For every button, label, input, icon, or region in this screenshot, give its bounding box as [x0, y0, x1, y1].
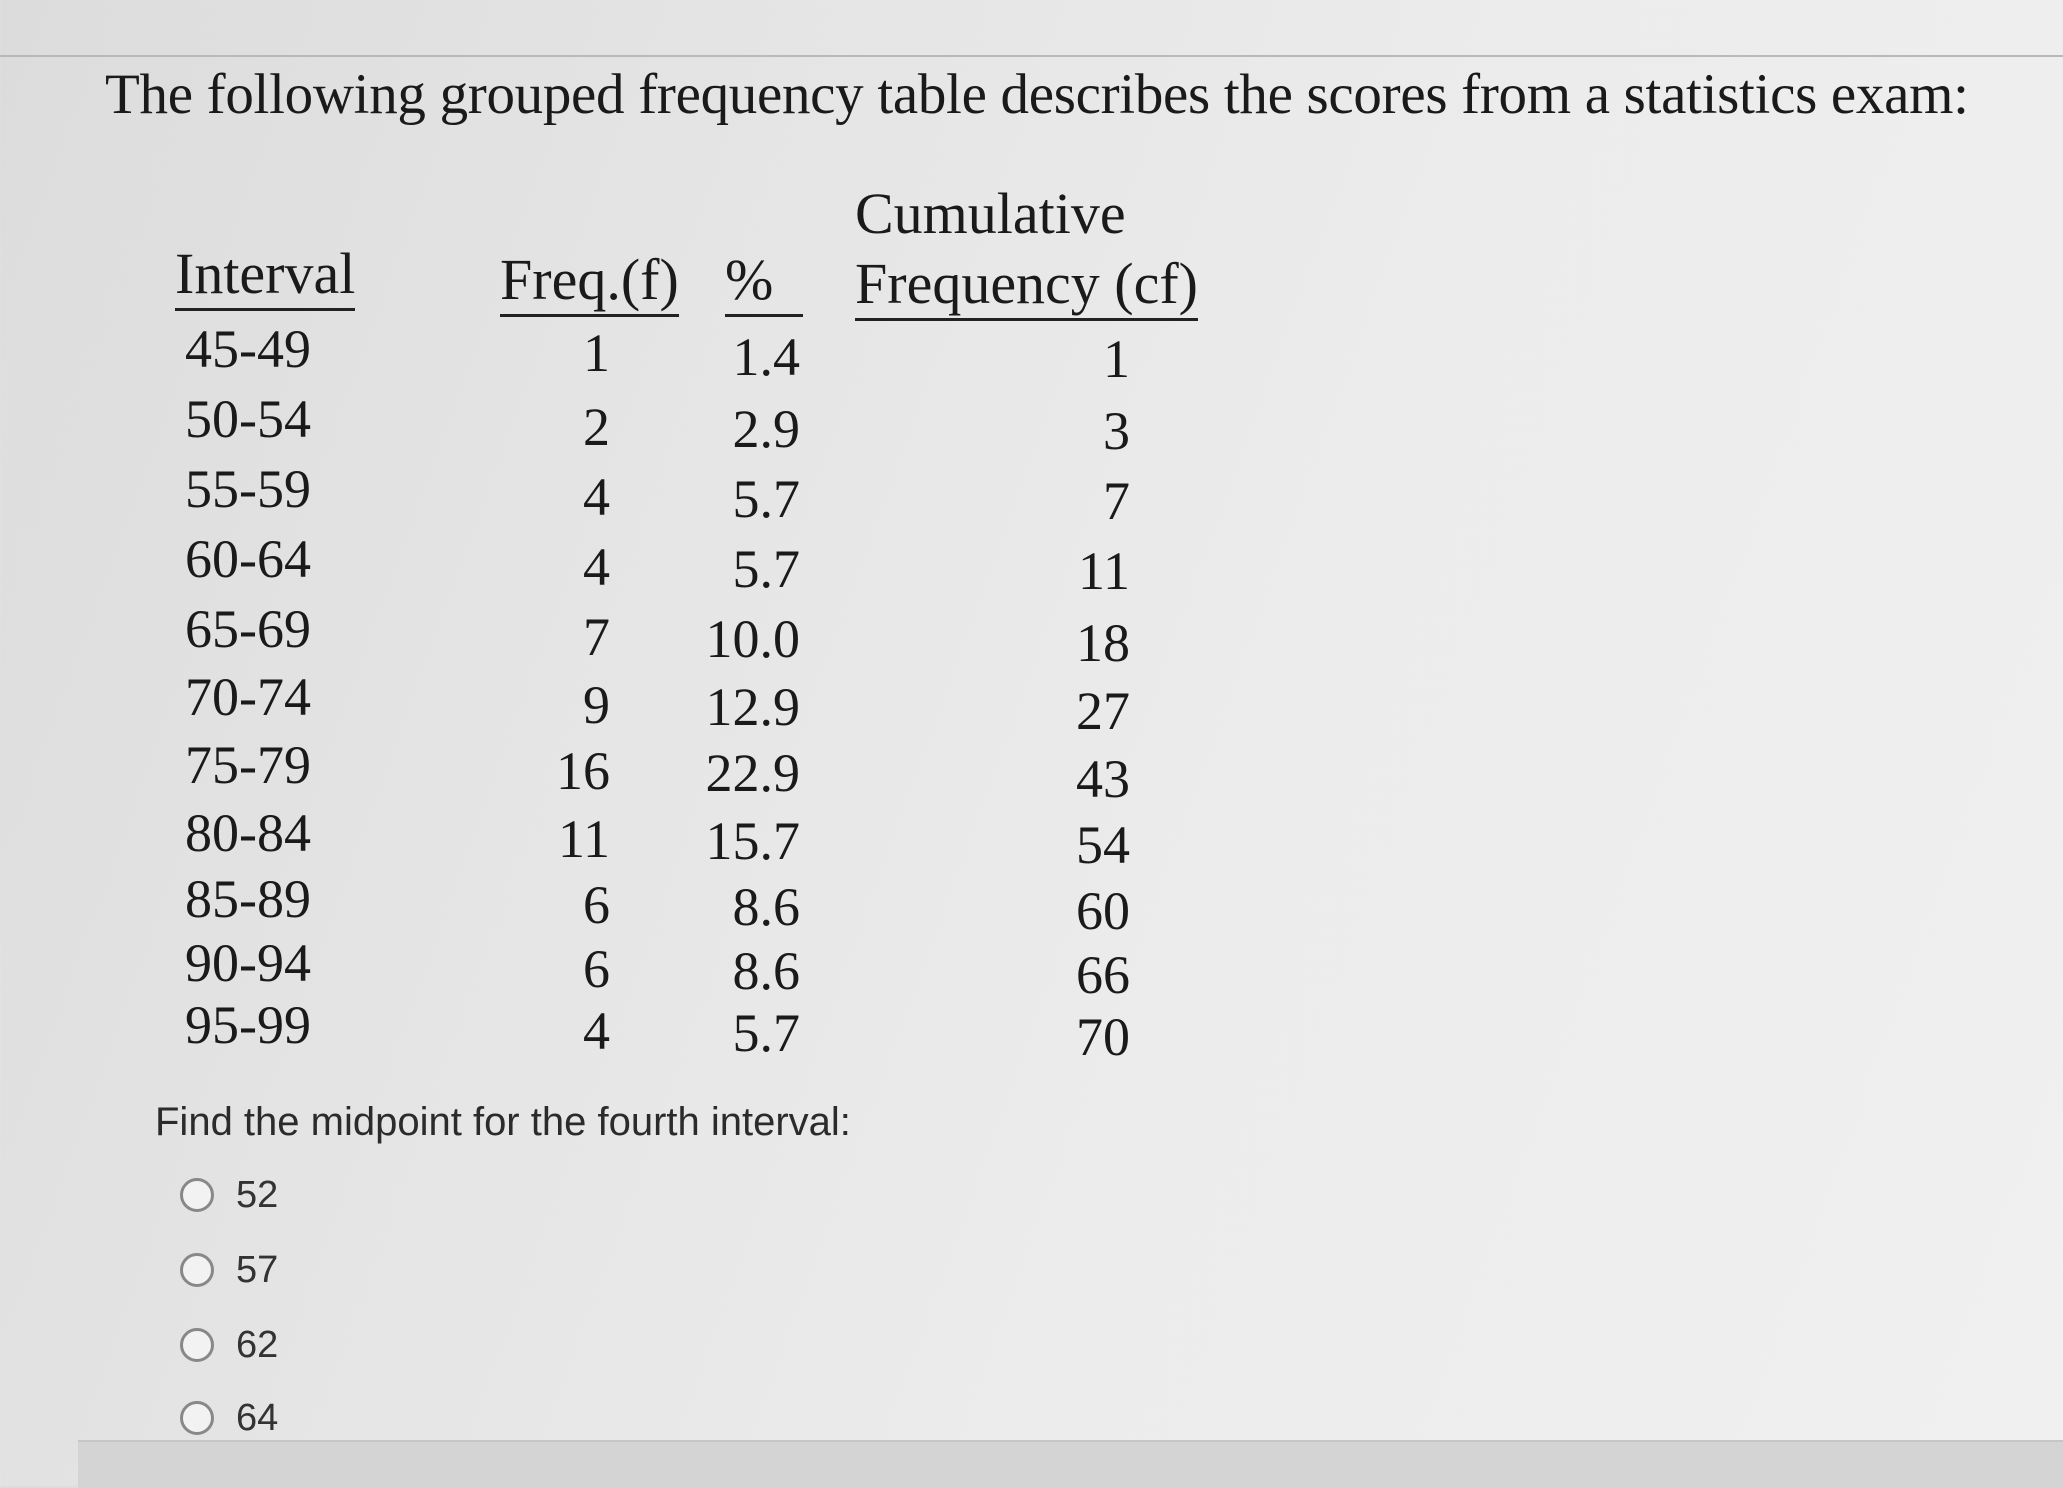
cell-interval: 60-64 [185, 529, 311, 589]
cell-interval: 55-59 [185, 459, 311, 519]
cell-interval: 80-84 [185, 803, 311, 863]
radio-button[interactable] [180, 1253, 214, 1287]
header-interval: Interval [175, 240, 355, 307]
radio-button[interactable] [180, 1328, 214, 1362]
cell-interval: 45-49 [185, 319, 311, 379]
bottom-panel [78, 1440, 2063, 1488]
cell-freq: 9 [583, 675, 610, 735]
cell-cf: 3 [1103, 401, 1130, 461]
radio-button[interactable] [180, 1178, 214, 1212]
cell-percent: 2.9 [732, 399, 800, 459]
radio-button[interactable] [180, 1401, 214, 1435]
cell-percent: 8.6 [732, 877, 800, 937]
cell-freq: 4 [583, 1001, 610, 1061]
cell-percent: 10.0 [705, 609, 800, 669]
cell-interval: 85-89 [185, 869, 311, 929]
cell-percent: 1.4 [732, 327, 800, 387]
cell-percent: 12.9 [705, 677, 800, 737]
cell-interval: 70-74 [185, 667, 311, 727]
option-label: 62 [236, 1323, 279, 1366]
cell-freq: 1 [583, 323, 610, 383]
question-prompt: Find the midpoint for the fourth interval: [155, 1100, 851, 1144]
option-52[interactable] [180, 1170, 278, 1220]
cell-cf: 70 [1076, 1007, 1130, 1067]
cell-freq: 4 [583, 467, 610, 527]
cell-percent: 8.6 [732, 941, 800, 1001]
cell-freq: 7 [583, 607, 610, 667]
cell-freq: 6 [583, 939, 610, 999]
cell-interval: 65-69 [185, 599, 311, 659]
cell-freq: 2 [583, 397, 610, 457]
cell-percent: 22.9 [705, 743, 800, 803]
option-57[interactable] [180, 1245, 278, 1295]
header-freq: Freq.(f) [500, 246, 679, 313]
cell-cf: 60 [1076, 881, 1130, 941]
option-64[interactable] [180, 1393, 278, 1443]
cell-percent: 5.7 [732, 539, 800, 599]
top-divider [0, 55, 2063, 57]
option-62[interactable] [180, 1320, 278, 1370]
cell-interval: 90-94 [185, 933, 311, 993]
cell-cf: 11 [1078, 541, 1130, 601]
cell-percent: 5.7 [732, 1003, 800, 1063]
question-text: The following grouped frequency table describes the scores from a statistics exam: [105, 63, 1969, 126]
option-label: 52 [236, 1173, 279, 1216]
cell-cf: 66 [1076, 945, 1130, 1005]
cell-cf: 18 [1076, 613, 1130, 673]
option-label: 57 [236, 1248, 279, 1291]
cell-freq: 6 [583, 875, 610, 935]
cell-cf: 7 [1103, 471, 1130, 531]
cell-freq: 16 [556, 741, 610, 801]
cell-freq: 4 [583, 537, 610, 597]
cell-cf: 1 [1103, 329, 1130, 389]
cell-freq: 11 [558, 809, 610, 869]
option-label: 64 [236, 1396, 279, 1439]
cell-interval: 95-99 [185, 995, 311, 1055]
cell-percent: 15.7 [705, 811, 800, 871]
header-cf-line1: Cumulative [855, 181, 1126, 246]
header-cf-line2: Frequency (cf) [855, 250, 1198, 317]
cell-cf: 27 [1076, 681, 1130, 741]
cell-interval: 50-54 [185, 389, 311, 449]
cell-interval: 75-79 [185, 735, 311, 795]
cell-percent: 5.7 [732, 469, 800, 529]
cell-cf: 43 [1076, 749, 1130, 809]
header-percent: % [725, 246, 803, 313]
cell-cf: 54 [1076, 815, 1130, 875]
